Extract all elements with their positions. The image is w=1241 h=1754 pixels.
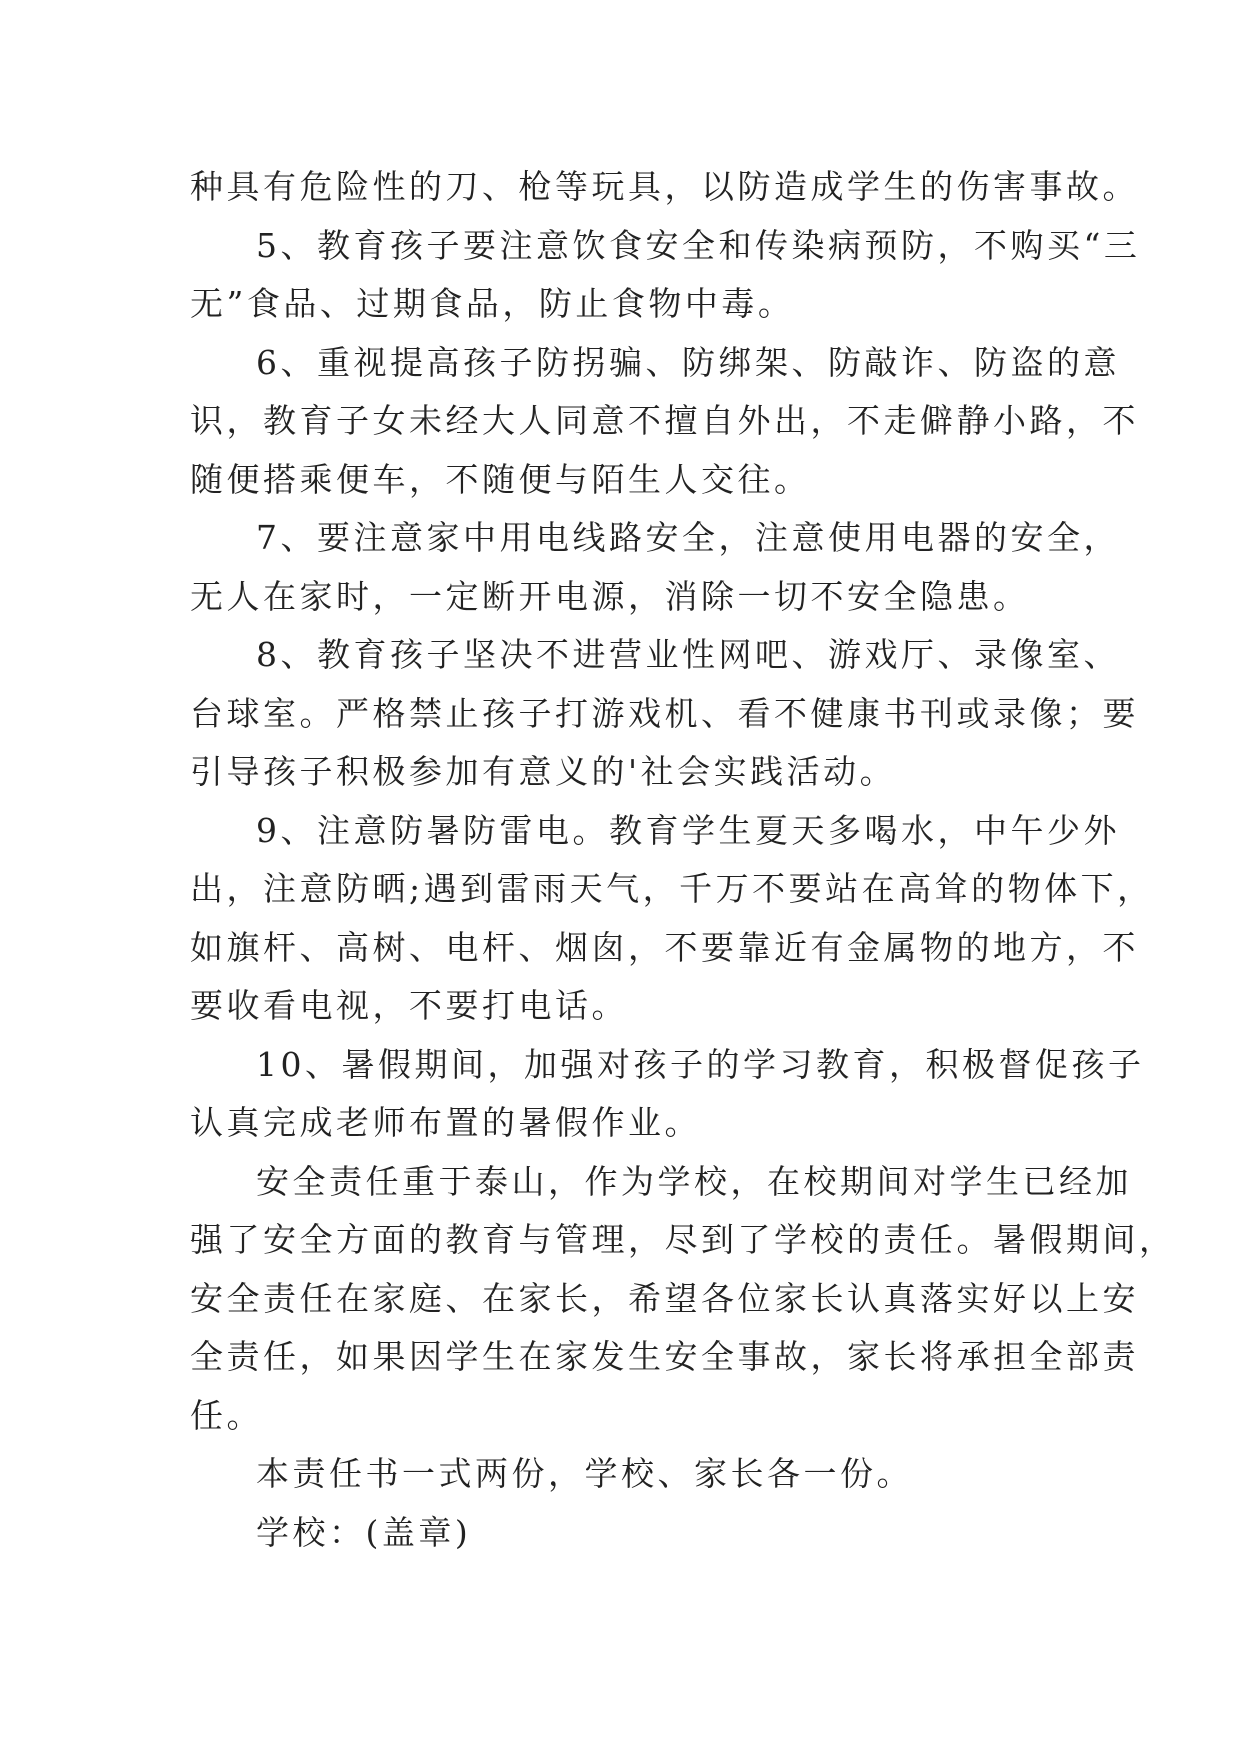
document-body bbox=[190, 158, 1176, 1562]
text-line: 要收看电视，不要打电话。 bbox=[190, 986, 628, 1025]
document-paragraph bbox=[190, 626, 1139, 802]
document-paragraph bbox=[190, 1445, 1070, 1504]
text-line: 无”食品、过期食品，防止食物中毒。 bbox=[190, 284, 795, 323]
text-line: 台球室。严格禁止孩子打游戏机、看不健康书刊或录像；要 bbox=[190, 693, 1139, 733]
text-line: 种具有危险性的刀、枪等玩具，以防造成学生的伤害事故。 bbox=[190, 167, 1139, 206]
text-line: 安全责任在家庭、在家长，希望各位家长认真落实好以上安 bbox=[190, 1278, 1139, 1318]
document-paragraph bbox=[190, 334, 1139, 510]
text-line: 9、注意防暑防雷电。教育学生夏天多喝水，中午少外 bbox=[256, 810, 1120, 850]
document-paragraph bbox=[190, 802, 1154, 1036]
text-line: 10、暑假期间，加强对孩子的学习教育，积极督促孩子 bbox=[256, 1044, 1145, 1084]
text-line: 5、教育孩子要注意饮食安全和传染病预防，不购买“三 bbox=[256, 225, 1141, 265]
text-line: 7、要注意家中用电线路安全，注意使用电器的安全， bbox=[256, 518, 1120, 557]
text-line: 本责任书一式两份，学校、家长各一份。 bbox=[256, 1454, 913, 1493]
text-line: 无人在家时，一定断开电源，消除一切不安全隐患。 bbox=[190, 576, 1030, 616]
document-paragraph bbox=[190, 1036, 1145, 1153]
text-line: 6、重视提高孩子防拐骗、防绑架、防敲诈、防盗的意 bbox=[256, 342, 1120, 382]
text-line: 识，教育子女未经大人同意不擅自外出，不走僻静小路，不 bbox=[190, 401, 1139, 440]
document-paragraph bbox=[190, 217, 1141, 334]
text-line: 学校：(盖章) bbox=[256, 1512, 472, 1552]
text-line: 认真完成老师布置的暑假作业。 bbox=[190, 1103, 701, 1142]
document-paragraph bbox=[190, 1504, 1070, 1563]
text-line: 如旗杆、高树、电杆、烟囱，不要靠近有金属物的地方，不 bbox=[190, 927, 1139, 967]
text-line: 引导孩子积极参加有意义的'社会实践活动。 bbox=[190, 752, 897, 791]
text-line: 强了安全方面的教育与管理，尽到了学校的责任。暑假期间， bbox=[190, 1220, 1176, 1259]
text-line: 安全责任重于泰山，作为学校，在校期间对学生已经加 bbox=[256, 1161, 1132, 1201]
document-paragraph bbox=[190, 1153, 1176, 1446]
text-line: 出，注意防晒;遇到雷雨天气，千万不要站在高耸的物体下， bbox=[190, 869, 1154, 908]
text-line: 全责任，如果因学生在家发生安全事故，家长将承担全部责 bbox=[190, 1337, 1139, 1376]
text-line: 8、教育孩子坚决不进营业性网吧、游戏厅、录像室、 bbox=[256, 635, 1120, 674]
text-line: 随便搭乘便车，不随便与陌生人交往。 bbox=[190, 459, 811, 499]
text-line: 任。 bbox=[190, 1395, 263, 1435]
document-paragraph bbox=[190, 509, 1120, 626]
document-paragraph bbox=[190, 158, 1139, 217]
